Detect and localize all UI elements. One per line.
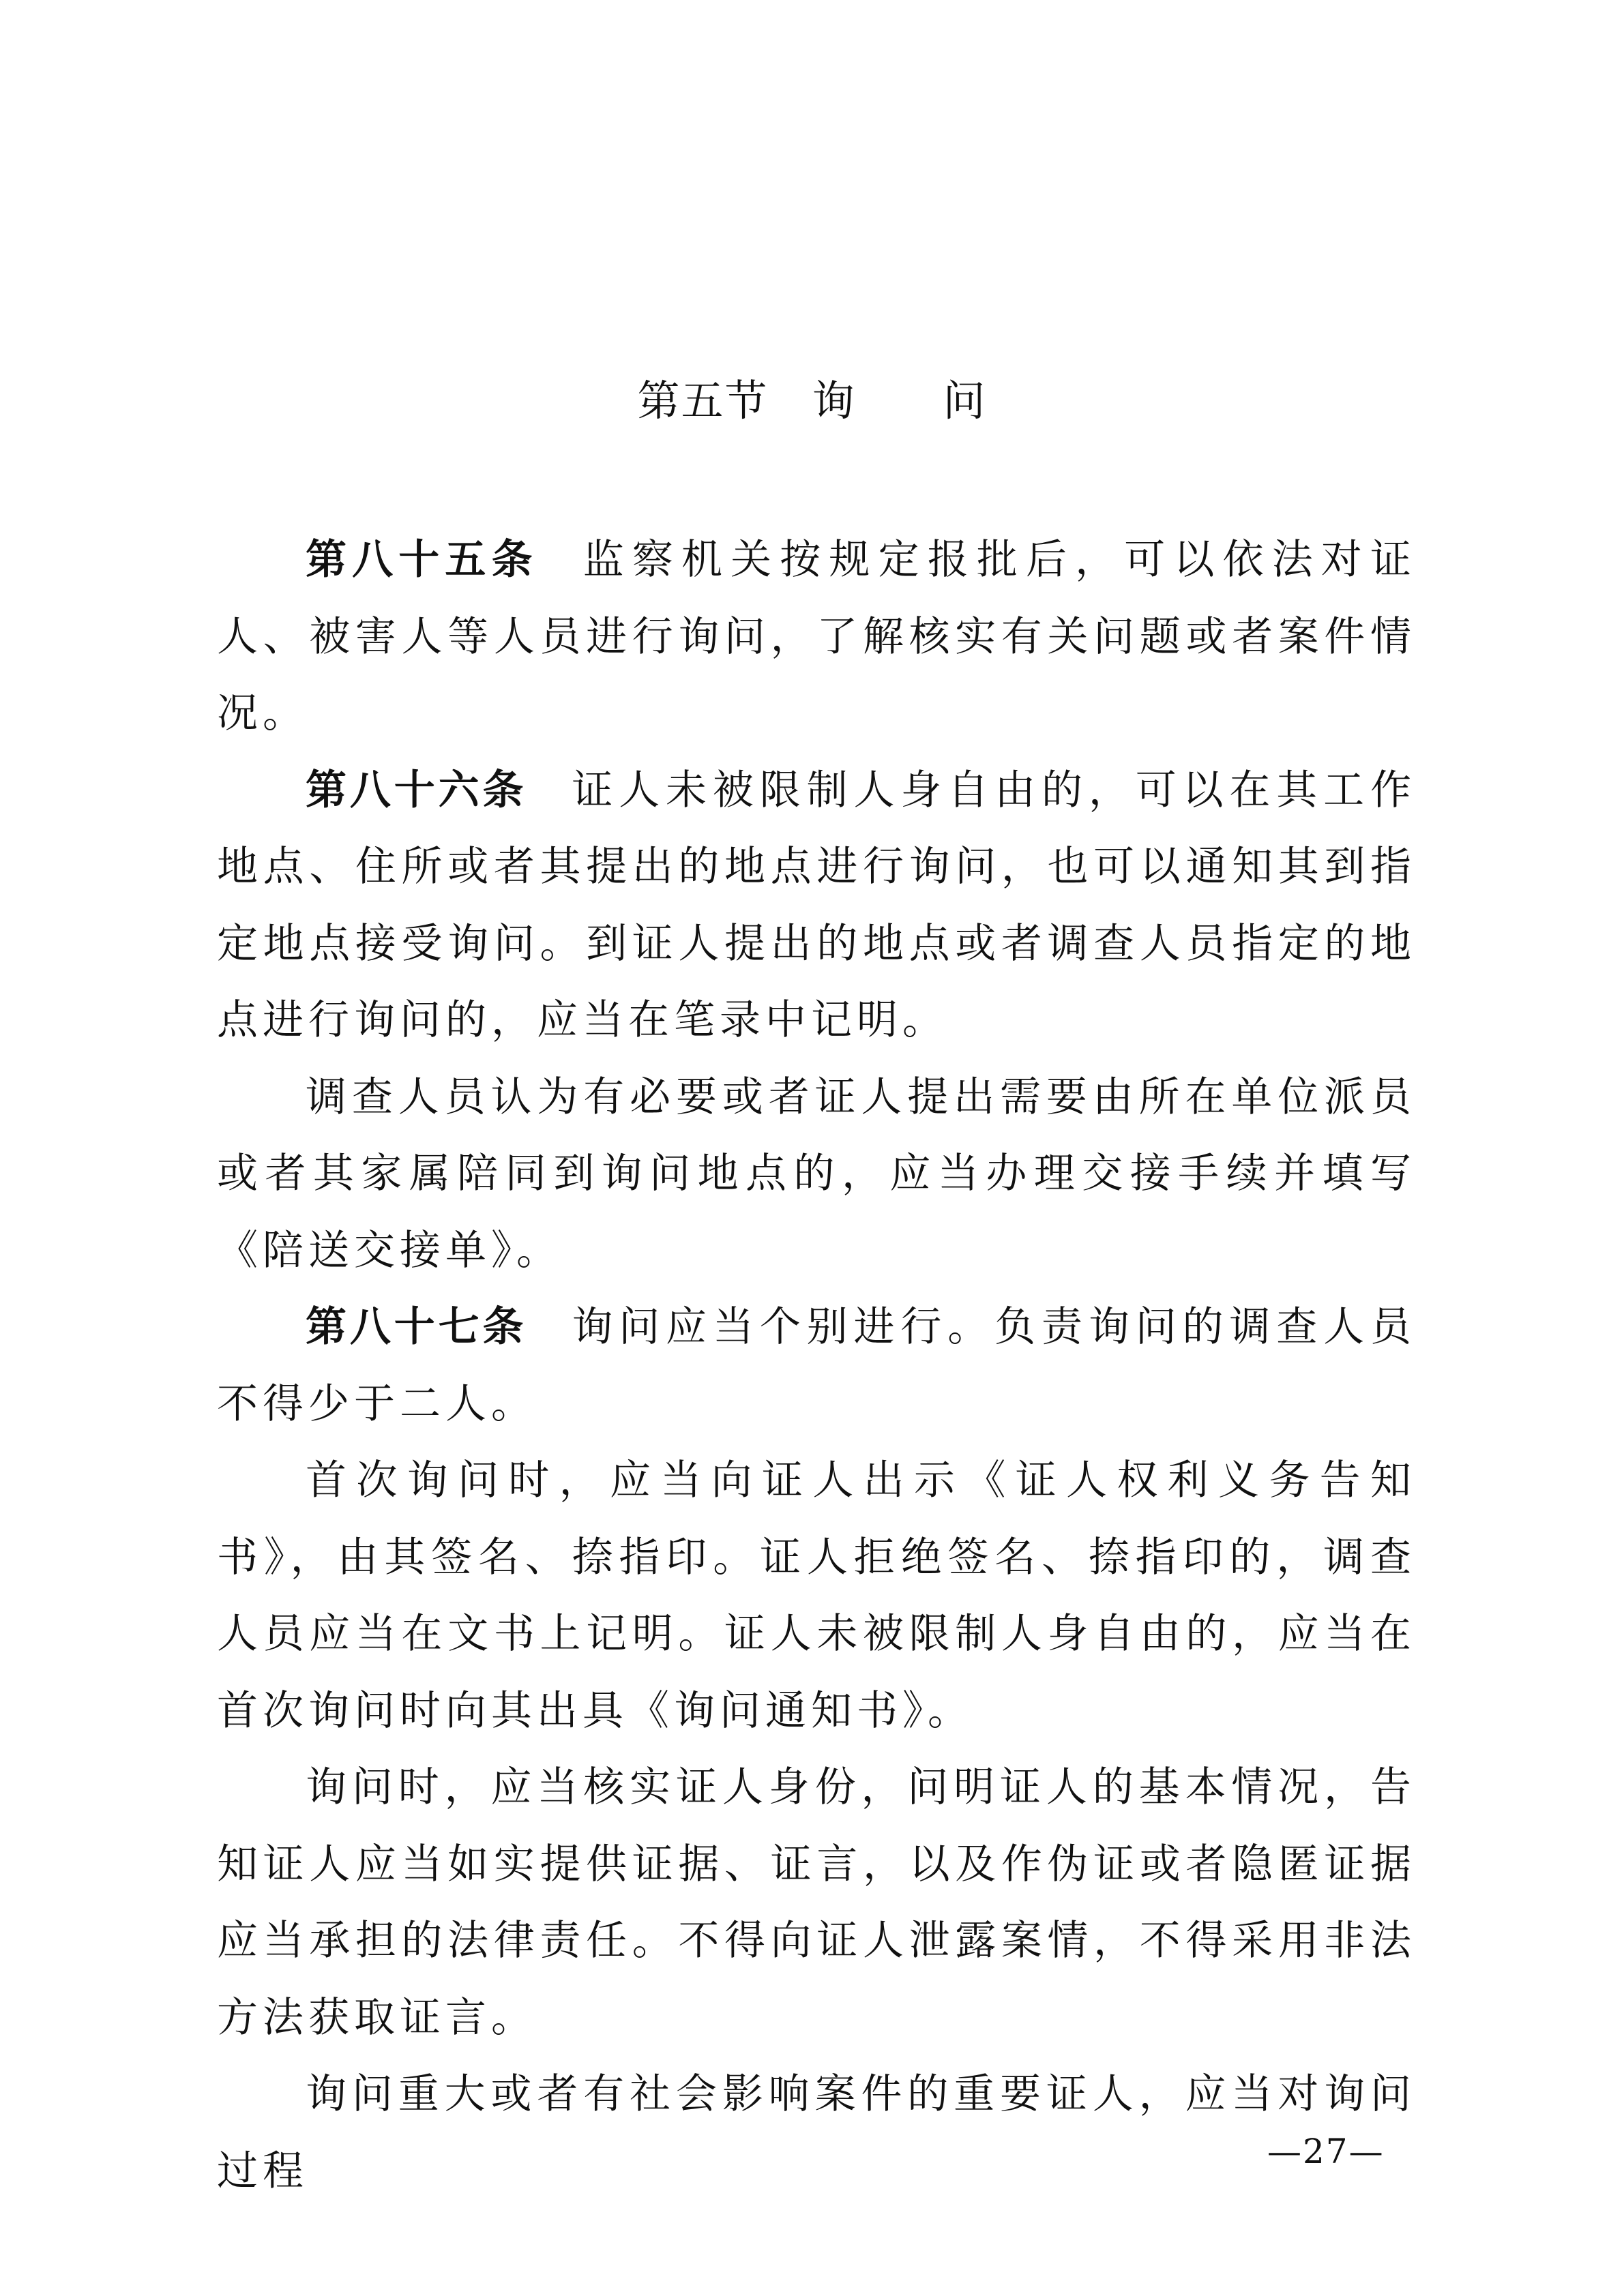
paragraph (217, 1442, 1416, 1749)
paragraph-text: 监察机关按规定报批后，可以依法对证人、被害人等人员进行询问，了解核实有关问题或者案件情况。 (217, 536, 1417, 737)
body-text (217, 522, 1416, 2209)
article-number: 第八十五条 (306, 536, 538, 584)
paragraph-text: 询问应当个别进行。负责询问的调查人员不得少于二人。 (217, 1303, 1417, 1428)
paragraph (217, 752, 1416, 1059)
paragraph-text: 调查人员认为有必要或者证人提出需要由所在单位派员或者其家属陪同到询问地点的，应当办理交接手续并填写《陪送交接单》。 (217, 1073, 1416, 1274)
paragraph-text: 询问时，应当核实证人身份，问明证人的基本情况，告知证人应当如实提供证据、证言，以及作伪证或者隐匿证据应当承担的法律责任。不得向证人泄露案情，不得采用非法方法获取证言。 (217, 1763, 1416, 2042)
paragraph (217, 2056, 1416, 2209)
paragraph-text: 询问重大或者有社会影响案件的重要证人，应当对询问过程 (217, 2070, 1416, 2195)
paragraph (217, 1289, 1416, 1442)
page-number: —27— (1267, 2132, 1385, 2171)
paragraph (217, 522, 1416, 752)
section-title: 第五节 询 问 (637, 376, 987, 426)
article-number: 第八十七条 (306, 1303, 527, 1351)
paragraph (217, 1059, 1416, 1289)
paragraph-text: 证人未被限制人身自由的，可以在其工作地点、住所或者其提出的地点进行询问，也可以通知其到指定地点接受询问。到证人提出的地点或者调查人员指定的地点进行询问的，应当在笔录中记明。 (217, 766, 1417, 1044)
article-number: 第八十六条 (306, 766, 527, 814)
paragraph (217, 1749, 1416, 2056)
paragraph-text: 首次询问时，应当向证人出示《证人权利义务告知书》，由其签名、捺指印。证人拒绝签名、捺指印的，调查人员应当在文书上记明。证人未被限制人身自由的，应当在首次询问时向其出具《询问通知书》。 (217, 1457, 1416, 1735)
